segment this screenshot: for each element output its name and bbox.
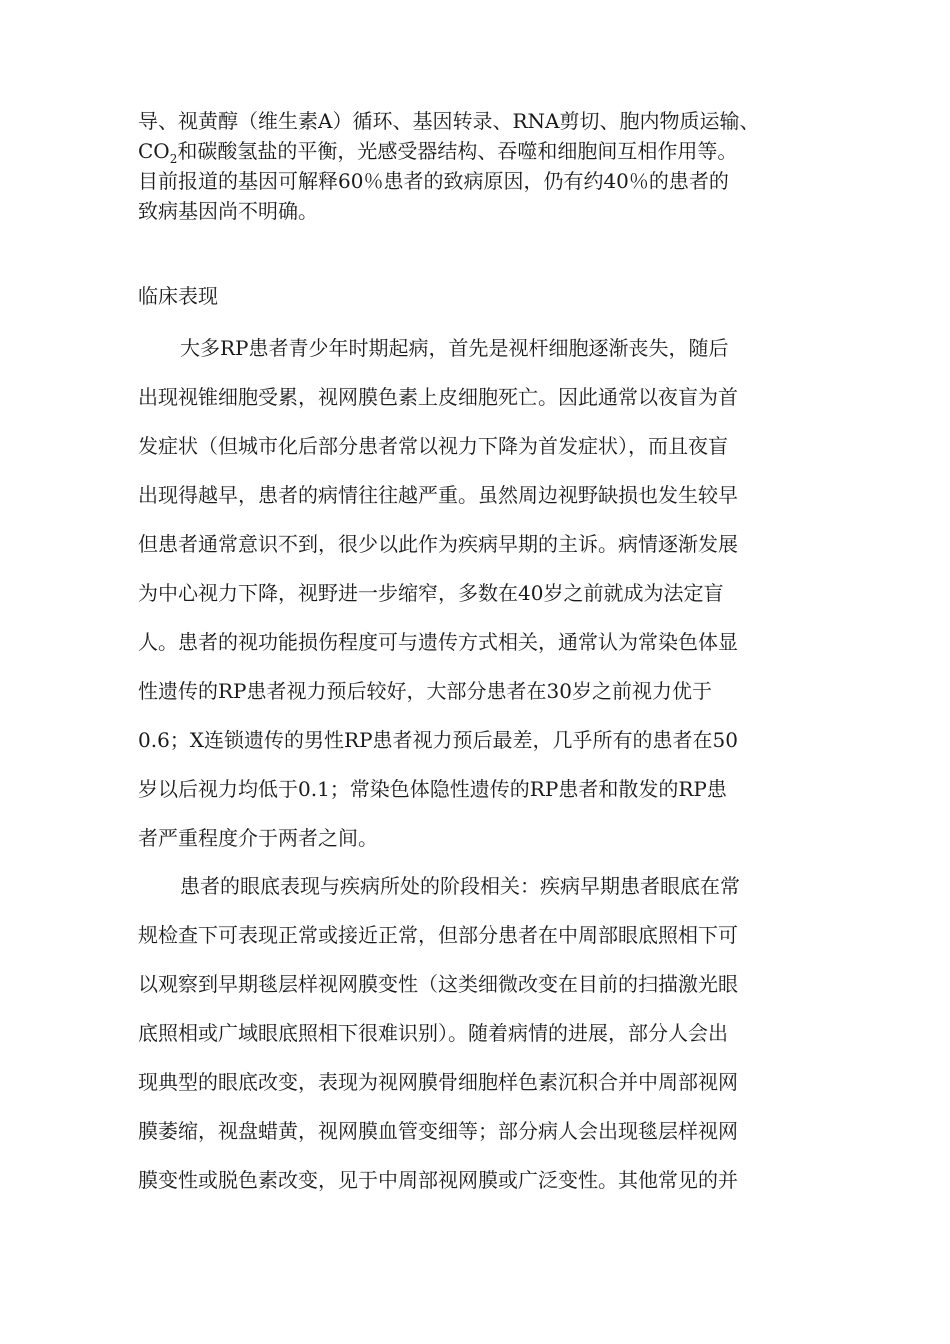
co-text: CO xyxy=(138,139,170,163)
paragraph-line: 膜萎缩，视盘蜡黄，视网膜血管变细等；部分病人会出现毯层样视网 xyxy=(138,1119,738,1143)
paragraph-line: 以观察到早期毯层样视网膜变性（这类细微改变在目前的扫描激光眼 xyxy=(138,972,738,996)
paragraph-line: 规检查下可表现正常或接近正常，但部分患者在中周部眼底照相下可 xyxy=(138,923,738,947)
paragraph-line: 大多RP患者青少年时期起病，首先是视杆细胞逐渐丧失，随后 xyxy=(180,336,729,360)
paragraph-line: 但患者通常意识不到，很少以此作为疾病早期的主诉。病情逐渐发展 xyxy=(138,532,738,556)
paragraph-line: 0.6；X连锁遗传的男性RP患者视力预后最差，几乎所有的患者在50 xyxy=(138,728,739,752)
intro-line-4: 致病基因尚不明确。 xyxy=(138,199,318,223)
paragraph-fundus-findings xyxy=(138,862,818,1205)
paragraph-clinical-onset xyxy=(138,324,818,863)
intro-line-2 xyxy=(138,136,838,166)
paragraph-line: 现典型的眼底改变，表现为视网膜骨细胞样色素沉积合并中周部视网 xyxy=(138,1070,738,1094)
paragraph-line: 者严重程度介于两者之间。 xyxy=(138,826,378,850)
intro-paragraph xyxy=(138,106,838,226)
co2-formula xyxy=(138,139,178,166)
paragraph-line: 膜变性或脱色素改变，见于中周部视网膜或广泛变性。其他常见的并 xyxy=(138,1168,738,1192)
intro-line-2-rest: 和碳酸氢盐的平衡，光感受器结构、吞噬和细胞间互相作用等。 xyxy=(177,139,738,163)
paragraph-line: 出现视锥细胞受累，视网膜色素上皮细胞死亡。因此通常以夜盲为首 xyxy=(138,385,738,409)
intro-line-3: 目前报道的基因可解释60％患者的致病原因，仍有约40％的患者的 xyxy=(138,169,729,193)
paragraph-line: 性遗传的RP患者视力预后较好，大部分患者在30岁之前视力优于 xyxy=(138,679,712,703)
paragraph-line: 岁以后视力均低于0.1；常染色体隐性遗传的RP患者和散发的RP患 xyxy=(138,777,727,801)
section-heading: 临床表现 xyxy=(138,284,218,308)
intro-line-1: 导、视黄醇（维生素A）循环、基因转录、RNA剪切、胞内物质运输、 xyxy=(138,109,760,133)
co2-subscript: 2 xyxy=(169,152,178,166)
paragraph-line: 出现得越早，患者的病情往往越严重。虽然周边视野缺损也发生较早 xyxy=(138,483,738,507)
paragraph-line: 发症状（但城市化后部分患者常以视力下降为首发症状），而且夜盲 xyxy=(138,434,728,458)
paragraph-line: 患者的眼底表现与疾病所处的阶段相关：疾病早期患者眼底在常 xyxy=(180,874,740,898)
paragraph-line: 底照相或广域眼底照相下很难识别）。随着病情的进展，部分人会出 xyxy=(138,1021,728,1045)
paragraph-line: 人。患者的视功能损伤程度可与遗传方式相关，通常认为常染色体显 xyxy=(138,630,738,654)
paragraph-line: 为中心视力下降，视野进一步缩窄，多数在40岁之前就成为法定盲 xyxy=(138,581,724,605)
